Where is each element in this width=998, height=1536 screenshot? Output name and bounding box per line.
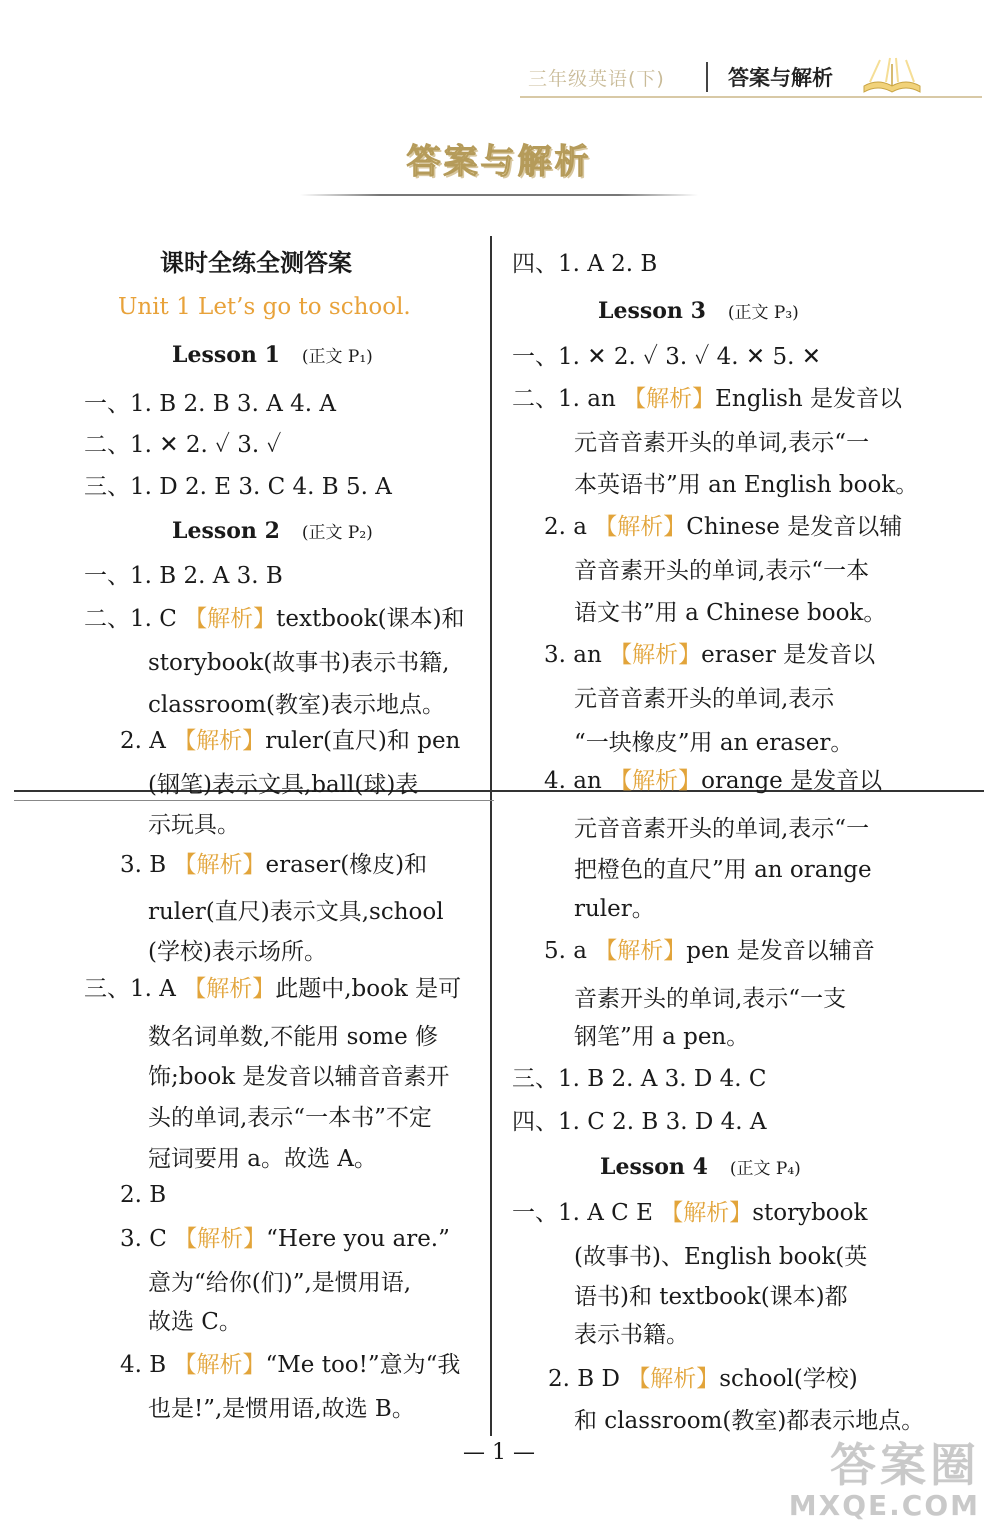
analysis-line: storybook(故事书)表示书籍,: [148, 650, 450, 676]
analysis-tag: 【解析】: [594, 514, 687, 540]
analysis-line: 也是!”,是惯用语,故选 B。: [148, 1396, 415, 1422]
answer-key: 3. C: [120, 1226, 175, 1252]
analysis-line: 示玩具。: [148, 812, 240, 838]
answer-key: 二、1. C: [84, 606, 185, 632]
answer-line: 四、1. C 2. B 3. D 4. A: [512, 1109, 767, 1135]
lesson-name: Lesson 3: [598, 298, 706, 324]
answer-line: [120, 1350, 460, 1380]
answer-line: 三、1. D 2. E 3. C 4. B 5. A: [84, 474, 392, 500]
title-rule: [300, 194, 698, 196]
analysis-line: 本英语书”用 an English book。: [574, 472, 919, 498]
page-title: 答案与解析: [406, 142, 592, 182]
answer-key: 2. A: [120, 728, 174, 754]
analysis-line: 语文书”用 a Chinese book。: [574, 600, 887, 626]
analysis-tag: 【解析】: [627, 1366, 720, 1392]
lesson-ref: (正文 P₃): [727, 303, 799, 323]
analysis-tag: 【解析】: [594, 938, 687, 964]
analysis-text: Chinese 是发音以辅: [686, 514, 903, 540]
analysis-line: 意为“给你(们)”,是惯用语,: [148, 1270, 412, 1296]
answer-key: 2. B D: [548, 1366, 628, 1392]
answer-line: [548, 1364, 858, 1394]
answer-line: [84, 974, 461, 1004]
watermark-logo-text: 答案圈: [830, 1438, 980, 1492]
answer-line: 四、1. A 2. B: [512, 251, 658, 277]
answer-line: 2. B: [120, 1182, 167, 1208]
answer-line: 一、1. B 2. B 3. A 4. A: [84, 391, 336, 417]
answer-line: [512, 384, 902, 414]
answer-line: 一、1. B 2. A 3. B: [84, 563, 283, 589]
answer-key: 2. a: [544, 514, 595, 540]
answer-line: 一、1. ✕ 2. ✓ 3. ✓ 4. ✕ 5. ✕: [512, 344, 822, 370]
analysis-line: 元音音素开头的单词,表示: [574, 686, 835, 712]
analysis-line: 元音音素开头的单词,表示“一: [574, 816, 870, 842]
analysis-line: 头的单词,表示“一本书”不定: [148, 1105, 432, 1131]
lesson-2-heading: [172, 516, 373, 548]
answer-key: 一、1. A C E: [512, 1200, 661, 1226]
answer-line: 三、1. B 2. A 3. D 4. C: [512, 1066, 767, 1092]
analysis-line: 钢笔”用 a pen。: [574, 1024, 750, 1050]
analysis-text: ruler(直尺)和 pen: [265, 728, 461, 754]
analysis-text: storybook: [752, 1200, 868, 1226]
lesson-name: Lesson 1: [172, 342, 280, 368]
analysis-line: (学校)表示场所。: [148, 939, 327, 965]
analysis-line: 数名词单数,不能用 some 修: [148, 1024, 439, 1050]
analysis-text: eraser 是发音以: [701, 642, 876, 668]
analysis-line: 冠词要用 a。故选 A。: [148, 1146, 377, 1172]
analysis-line: 把橙色的直尺”用 an orange: [574, 857, 872, 883]
lesson-4-heading: [600, 1152, 801, 1184]
answer-line: [120, 850, 427, 880]
analysis-text: pen 是发音以辅音: [686, 938, 875, 964]
fold-line-secondary: [14, 800, 494, 801]
header-divider: [706, 62, 708, 92]
analysis-line: ruler。: [574, 896, 655, 922]
section-title: 课时全练全测答案: [160, 249, 352, 277]
answer-line: [120, 1224, 450, 1254]
analysis-tag: 【解析】: [609, 642, 702, 668]
analysis-text: “Here you are.”: [266, 1226, 450, 1252]
answer-key: 二、1. an: [512, 386, 624, 412]
analysis-line: 元音音素开头的单词,表示“一: [574, 430, 870, 456]
page-number: — 1 —: [463, 1440, 535, 1465]
lesson-1-heading: [172, 340, 373, 372]
analysis-line: (钢笔)表示文具,ball(球)表: [148, 772, 419, 798]
answer-line: [544, 640, 875, 670]
open-book-icon: [860, 52, 924, 96]
analysis-text: school(学校): [719, 1366, 858, 1392]
lesson-ref: (正文 P₁): [301, 347, 373, 367]
answer-key: 3. an: [544, 642, 610, 668]
watermark-url: MXQE.COM: [788, 1489, 980, 1522]
analysis-line: “一块橡皮”用 an eraser。: [574, 730, 854, 756]
answer-line: [120, 726, 460, 756]
analysis-tag: 【解析】: [173, 1352, 266, 1378]
lesson-ref: (正文 P₂): [301, 523, 373, 543]
analysis-line: 音音素开头的单词,表示“一本: [574, 558, 870, 584]
analysis-tag: 【解析】: [184, 606, 277, 632]
analysis-text: 此题中,book 是可: [275, 976, 462, 1002]
answer-line: 二、1. ✕ 2. ✓ 3. ✓: [84, 432, 282, 458]
analysis-line: ruler(直尺)表示文具,school: [148, 899, 444, 925]
analysis-line: 音素开头的单词,表示“一支: [574, 986, 847, 1012]
analysis-text: “Me too!”意为“我: [265, 1352, 461, 1378]
analysis-line: 语书)和 textbook(课本)都: [574, 1284, 848, 1310]
analysis-text: textbook(课本)和: [276, 606, 465, 632]
analysis-tag: 【解析】: [173, 728, 266, 754]
analysis-line: 表示书籍。: [574, 1322, 689, 1348]
lesson-name: Lesson 2: [172, 518, 280, 544]
answer-line: [84, 604, 465, 634]
column-divider: [490, 236, 492, 1436]
lesson-3-heading: [598, 296, 799, 328]
lesson-ref: (正文 P₄): [729, 1159, 801, 1179]
header-subtitle: 三年级英语(下): [528, 68, 665, 90]
header-title: 答案与解析: [728, 66, 833, 90]
analysis-tag: 【解析】: [183, 976, 276, 1002]
answer-line: [544, 512, 902, 542]
unit-title: Unit 1 Let’s go to school.: [118, 294, 411, 320]
answer-line: [512, 1198, 867, 1228]
analysis-text: English 是发音以: [715, 386, 903, 412]
answer-key: 3. B: [120, 852, 174, 878]
answer-line: [544, 766, 882, 796]
analysis-tag: 【解析】: [173, 852, 266, 878]
analysis-tag: 【解析】: [623, 386, 716, 412]
answer-key: 4. B: [120, 1352, 174, 1378]
watermark: [788, 1438, 980, 1522]
analysis-line: 和 classroom(教室)都表示地点。: [574, 1408, 925, 1434]
analysis-text: eraser(橡皮)和: [265, 852, 428, 878]
analysis-line: 饰;book 是发音以辅音音素开: [148, 1064, 450, 1090]
analysis-tag: 【解析】: [609, 768, 702, 794]
analysis-text: orange 是发音以: [701, 768, 883, 794]
analysis-tag: 【解析】: [660, 1200, 753, 1226]
analysis-line: (故事书)、English book(英: [574, 1244, 868, 1270]
answer-key: 4. an: [544, 768, 610, 794]
answer-line: [544, 936, 875, 966]
lesson-name: Lesson 4: [600, 1154, 708, 1180]
analysis-line: classroom(教室)表示地点。: [148, 692, 446, 718]
analysis-line: 故选 C。: [148, 1309, 242, 1335]
answer-key: 三、1. A: [84, 976, 184, 1002]
answer-key: 5. a: [544, 938, 595, 964]
analysis-tag: 【解析】: [174, 1226, 267, 1252]
